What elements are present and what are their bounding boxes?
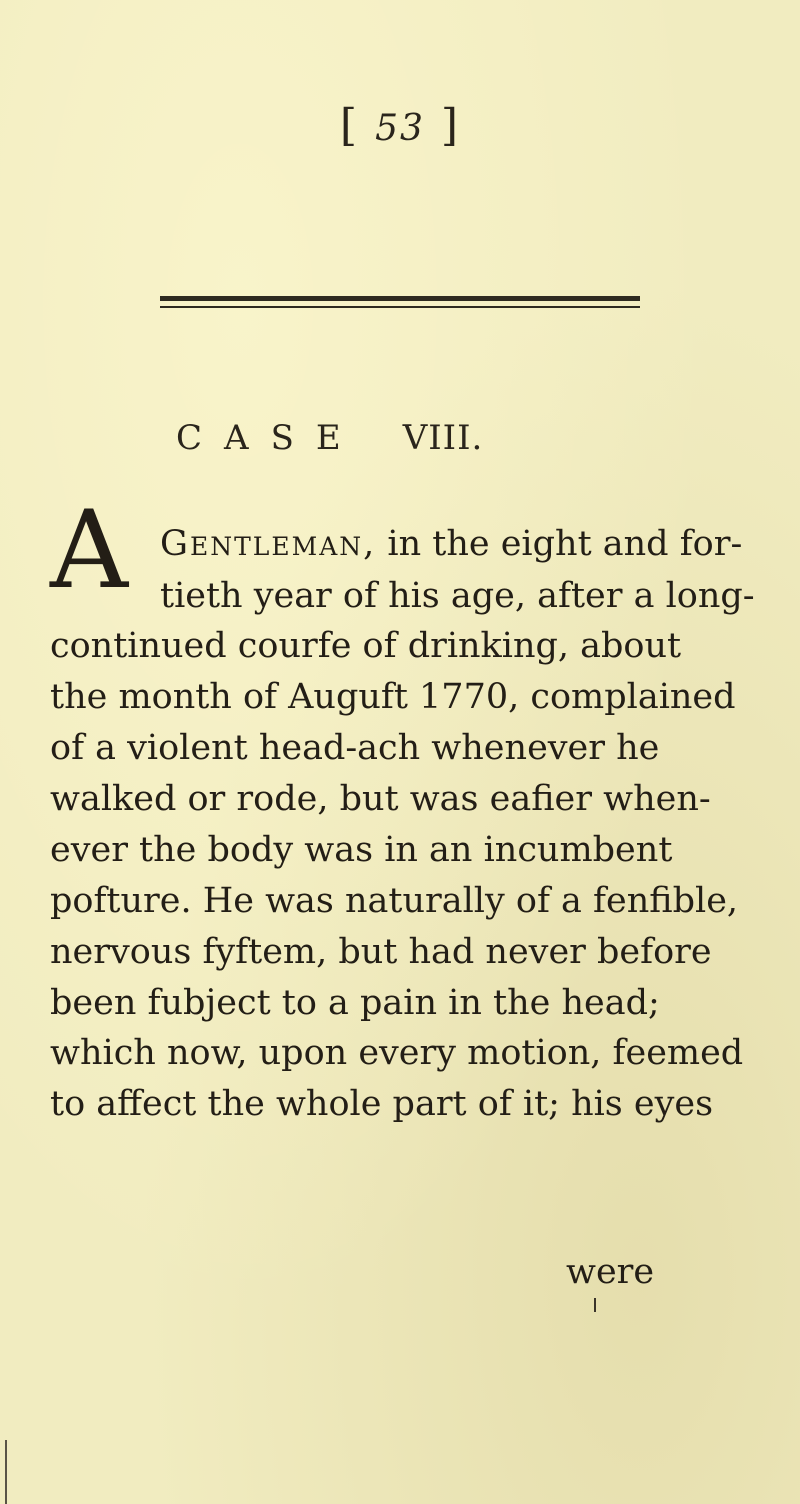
page-number-value: 53	[375, 108, 425, 149]
case-word: CASE	[176, 418, 363, 458]
text-line-5: of a violent head-ach whenever he	[50, 728, 660, 768]
text-line-4: the month of Auguft 1770, complained	[50, 677, 736, 717]
text-line-1-rest: in the eight and for-	[387, 524, 743, 564]
text-line-9: nervous fyftem, but had never before	[50, 932, 712, 972]
text-line-2: tieth year of his age, after a long-	[160, 576, 755, 616]
text-line-6: walked or rode, but was eafier when-	[50, 779, 711, 819]
text-line-3: continued courfe of drinking, about	[50, 626, 682, 666]
page-number	[0, 100, 800, 151]
heading-rule-thick	[160, 296, 640, 301]
text-line-1	[160, 522, 742, 566]
text-line-12: to affect the whole part of it; his eyes	[50, 1084, 714, 1124]
close-bracket: ]	[440, 100, 461, 151]
page-edge-shadow	[5, 1440, 7, 1504]
text-line-7: ever the body was in an incumbent	[50, 830, 673, 870]
text-line-11: which now, upon every motion, feemed	[50, 1033, 744, 1073]
text-line-10: been fubject to a pain in the head;	[50, 983, 660, 1023]
drop-cap: A	[50, 488, 128, 613]
catchword: were	[566, 1252, 655, 1292]
print-speck	[594, 1298, 596, 1312]
first-word: Gentleman,	[160, 524, 377, 564]
text-line-8: pofture. He was naturally of a fenfible,	[50, 881, 739, 921]
open-bracket: [	[339, 100, 360, 151]
heading-rule-thin	[160, 306, 640, 308]
case-numeral: VIII.	[402, 418, 484, 458]
case-heading	[176, 418, 483, 458]
